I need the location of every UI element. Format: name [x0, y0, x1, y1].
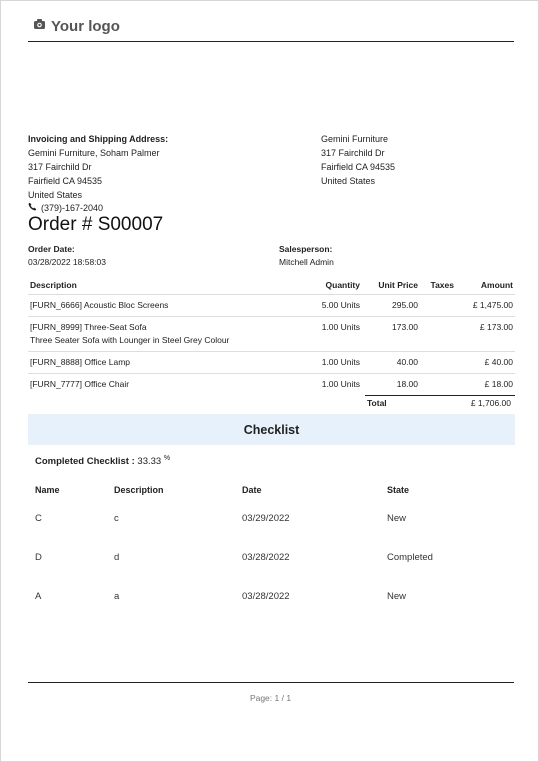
checklist-name: D — [35, 552, 42, 563]
line-quantity: 5.00 Units — [302, 295, 362, 317]
line-amount: £ 1,475.00 — [456, 295, 515, 317]
line-taxes — [420, 317, 456, 352]
col-quantity: Quantity — [302, 275, 362, 295]
salesperson-value: Mitchell Admin — [279, 257, 334, 267]
col-description: Description — [28, 275, 302, 295]
phone-icon — [28, 202, 37, 213]
checklist-date: 03/29/2022 — [242, 513, 290, 524]
completed-checklist — [35, 455, 170, 467]
checklist-col-name: Name — [35, 485, 60, 495]
phone-number: (379)-167-2040 — [41, 202, 104, 213]
col-unit-price: Unit Price — [362, 275, 420, 295]
checklist-state: New — [387, 591, 407, 602]
line-unit-price: 40.00 — [362, 352, 420, 374]
checklist-description: a — [114, 591, 120, 602]
line-taxes — [420, 374, 456, 396]
line-unit-price: 173.00 — [362, 317, 420, 352]
checklist-date: 03/28/2022 — [242, 591, 290, 602]
logo-text: Your logo — [51, 17, 120, 35]
salesperson-label: Salesperson: — [279, 244, 333, 254]
table-header-row — [28, 275, 515, 295]
line-description: [FURN_8999] Three-Seat Sofa — [30, 322, 147, 332]
line-description: [FURN_6666] Acoustic Bloc Screens — [28, 295, 302, 317]
line-description: [FURN_7777] Office Chair — [30, 379, 130, 389]
checklist-description: d — [114, 552, 120, 563]
phone-row — [28, 202, 103, 213]
col-amount: Amount — [456, 275, 515, 295]
address-line: United States — [28, 190, 83, 200]
line-description: [FURN_8888] Office Lamp — [28, 352, 302, 374]
line-description-detail: Three Seater Sofa with Lounger in Steel Grey Colour — [30, 335, 230, 345]
total-label: Total — [367, 398, 387, 408]
company-address-block — [321, 132, 395, 188]
company-line: Fairfield CA 94535 — [321, 162, 396, 172]
footer-divider — [28, 682, 514, 683]
checklist-date: 03/28/2022 — [242, 552, 290, 563]
table-row — [28, 352, 515, 374]
total-divider — [365, 395, 515, 396]
checklist-col-description: Description — [114, 485, 164, 495]
checklist-header — [28, 414, 515, 445]
completed-label: Completed Checklist : — [35, 456, 135, 468]
checklist-state: New — [387, 513, 407, 524]
line-description-cell — [28, 317, 302, 352]
camera-icon — [33, 17, 46, 35]
table-row — [28, 295, 515, 317]
company-line: Gemini Furniture — [321, 134, 389, 144]
checklist-title: Checklist — [243, 422, 300, 437]
order-date-label: Order Date: — [28, 244, 75, 254]
line-unit-price: 18.00 — [396, 379, 418, 389]
order-date-value: 03/28/2022 18:58:03 — [28, 257, 106, 267]
completed-unit: % — [163, 455, 171, 462]
line-quantity: 1.00 Units — [321, 379, 360, 389]
line-unit-price: 295.00 — [362, 295, 420, 317]
address-heading: Invoicing and Shipping Address: — [28, 134, 169, 144]
company-line: 317 Fairchild Dr — [321, 148, 385, 158]
checklist-col-state: State — [387, 485, 410, 495]
table-row — [28, 317, 515, 352]
line-taxes — [420, 295, 456, 317]
completed-value: 33.33 — [137, 456, 162, 468]
table-row — [28, 374, 515, 396]
line-amount: £ 173.00 — [456, 317, 515, 352]
col-taxes: Taxes — [420, 275, 456, 295]
company-logo — [33, 17, 120, 35]
line-amount: £ 40.00 — [456, 352, 515, 374]
checklist-description: c — [114, 513, 119, 524]
order-lines-table — [28, 275, 515, 395]
line-amount: £ 18.00 — [484, 379, 513, 389]
company-line: United States — [321, 176, 376, 186]
line-taxes — [420, 352, 456, 374]
total-value: £ 1,706.00 — [470, 398, 511, 408]
order-title: Order # S00007 — [28, 214, 164, 235]
page-number: Page: 1 / 1 — [249, 693, 292, 703]
address-line: Gemini Furniture, Soham Palmer — [28, 148, 160, 158]
line-quantity: 1.00 Units — [302, 317, 362, 352]
header-divider — [28, 41, 514, 42]
address-line: Fairfield CA 94535 — [28, 176, 103, 186]
address-line: 317 Fairchild Dr — [28, 162, 92, 172]
invoice-address-block — [28, 132, 168, 202]
checklist-col-date: Date — [242, 485, 262, 495]
line-quantity: 1.00 Units — [302, 352, 362, 374]
checklist-state: Completed — [387, 552, 433, 563]
checklist-name: A — [35, 591, 42, 602]
checklist-name: C — [35, 513, 42, 524]
